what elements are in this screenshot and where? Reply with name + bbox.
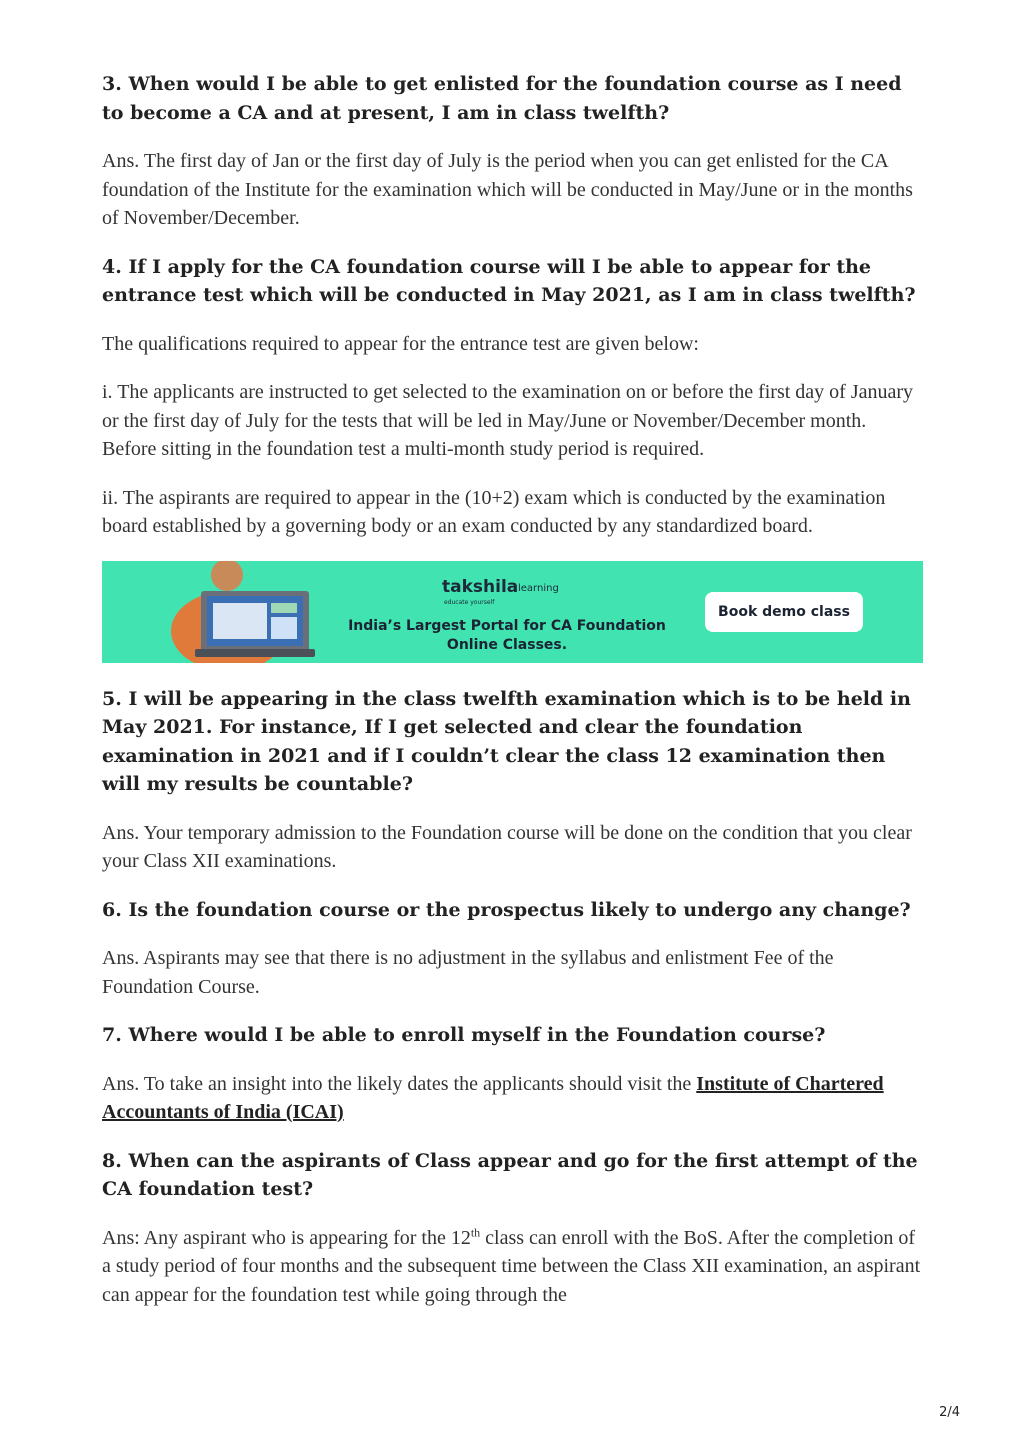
icai-link[interactable]: Institute of Chartered Accountants of India (ICAI) [102,1072,884,1123]
faq-answer-5: Ans. Your temporary admission to the Foundation course will be done on the condition that you clear your Class XII examinations. [102,821,912,872]
faq-answer-4-point-i: i. The applicants are instructed to get selected to the examination on or before the first day of January or the first day of July for the tests that will be led in May/June or November/December month. Before sitting in the foundation test a multi-month study period is required. [102,381,914,460]
article-body [102,70,924,1329]
faq-question-6: 6. Is the foundation course or the prospectus likely to undergo any change? [102,898,911,921]
faq-question-5: 5. I will be appearing in the class twelfth examination which is to be held in May 2021. For instance, If I get selected and clear the foundation examination in 2021 and if I couldn’t clear the class 12 examination then will my results be countable? [102,687,911,795]
faq-answer-6: Ans. Aspirants may see that there is no adjustment in the syllabus and enlistment Fee of the Foundation Course. [102,947,834,998]
faq-answer-7-text: Ans. To take an insight into the likely dates the applicants should visit the [102,1072,697,1095]
faq-answer-3: Ans. The first day of Jan or the first day of July is the period when you can get enlisted for the CA foundation of the Institute for the examination which will be conducted in May/June or in the months of November/December. [102,150,913,229]
faq-question-4: 4. If I apply for the CA foundation course will I be able to appear for the entrance test which will be conducted in May 2021, as I am in class twelfth? [102,255,916,306]
banner-headline: India’s Largest Portal for CA Foundation Online Classes. [348,617,666,653]
page-number: 2/4 [939,1405,960,1420]
faq-question-7: 7. Where would I be able to enroll myself in the Foundation course? [102,1024,826,1046]
faq-answer-4-point-ii: ii. The aspirants are required to appear in the (10+2) exam which is conducted by the examination board established by a governing body or an exam conducted by any standardized board. [102,486,886,537]
faq-answer-8: Ans: Any aspirant who is appearing for the 12th class can enroll with the BoS. After the completion of a study period of four months and the subsequent time between the Class XII examination, an aspirant can appear for the foundation test while going through the [102,1224,921,1306]
takshila-logo: takshila learning educate yourself [442,576,559,606]
faq-question-3: 3. When would I be able to get enlisted for the foundation course as I need to become a CA and at present, I am in class twelfth? [102,73,902,124]
superscript-th: th [470,1224,481,1239]
faq-question-8: 8. When can the aspirants of Class appear and go for the first attempt of the CA foundation test? [102,1149,918,1200]
presenter-with-laptop-illustration [157,561,317,663]
takshila-ad-banner[interactable] [102,561,923,663]
faq-answer-7 [102,1070,924,1127]
book-demo-button[interactable]: Book demo class [705,592,863,632]
faq-answer-4-intro: The qualifications required to appear for the entrance test are given below: [102,332,699,355]
